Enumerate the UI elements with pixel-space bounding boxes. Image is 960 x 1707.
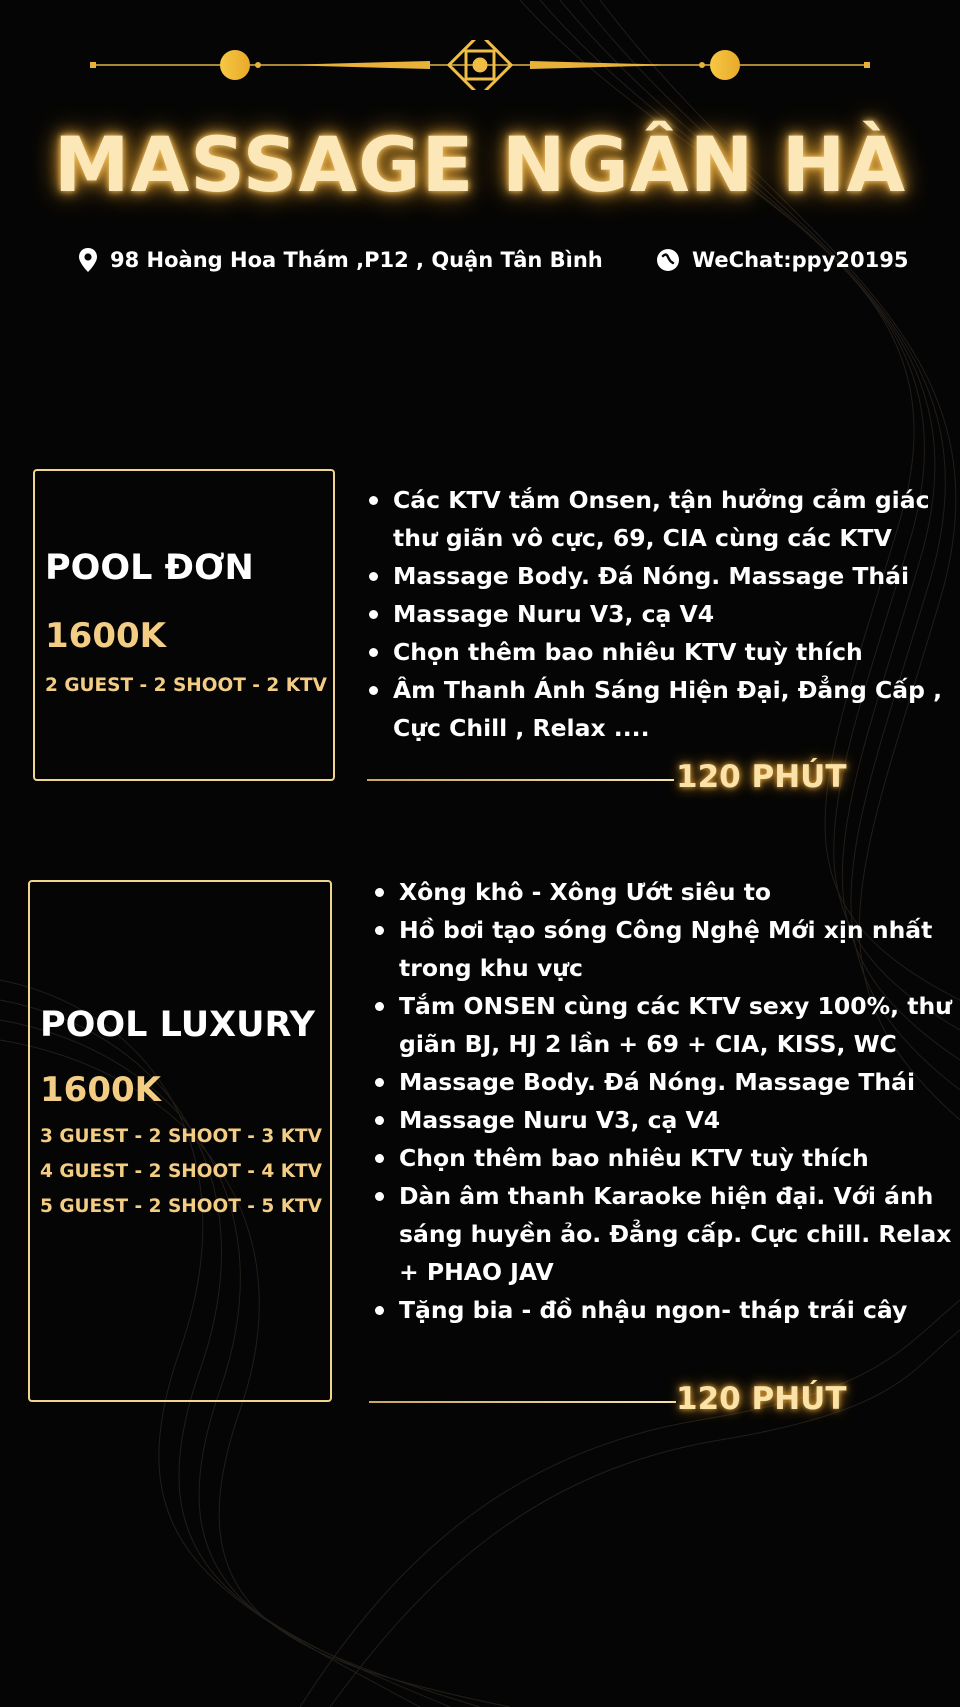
package-price: 1600K <box>40 1070 161 1110</box>
package-guest-line: 4 GUEST - 2 SHOOT - 4 KTV <box>40 1161 322 1182</box>
package-name: POOL LUXURY <box>40 1005 315 1045</box>
feature-item: Dàn âm thanh Karaoke hiện đại. Với ánh sáng huyền ảo. Đẳng cấp. Cực chill. Relax + PHAO JAV <box>373 1177 953 1291</box>
wechat-text: WeChat:ppy20195 <box>692 248 909 272</box>
feature-item: Hồ bơi tạo sóng Công Nghệ Mới xịn nhất trong khu vực <box>373 911 953 987</box>
duration-divider <box>369 1401 676 1403</box>
package-guest-line: 5 GUEST - 2 SHOOT - 5 KTV <box>40 1196 322 1217</box>
feature-item: Massage Nuru V3, cạ V4 <box>367 595 947 633</box>
feature-item: Chọn thêm bao nhiêu KTV tuỳ thích <box>373 1139 953 1177</box>
package-duration: 120 PHÚT <box>676 759 847 795</box>
feature-item: Massage Nuru V3, cạ V4 <box>373 1101 953 1139</box>
feature-item: Xông khô - Xông Ướt siêu to <box>373 873 953 911</box>
package-name: POOL ĐƠN <box>45 548 254 588</box>
package-features-pool-don <box>367 481 947 747</box>
address <box>78 242 603 278</box>
feature-item: Chọn thêm bao nhiêu KTV tuỳ thích <box>367 633 947 671</box>
package-guest-line: 2 GUEST - 2 SHOOT - 2 KTV <box>45 675 327 696</box>
feature-item: Tặng bia - đồ nhậu ngon- tháp trái cây <box>373 1291 953 1329</box>
package-card-pool-luxury <box>28 880 332 1402</box>
feature-item: Tắm ONSEN cùng các KTV sexy 100%, thư giãn BJ, HJ 2 lần + 69 + CIA, KISS, WC <box>373 987 953 1063</box>
package-guest-line: 3 GUEST - 2 SHOOT - 3 KTV <box>40 1126 322 1147</box>
header-ornament <box>90 40 870 90</box>
package-duration: 120 PHÚT <box>676 1381 847 1417</box>
address-text: 98 Hoàng Hoa Thám ,P12 , Quận Tân Bình <box>110 248 603 272</box>
package-features-pool-luxury <box>373 873 953 1329</box>
feature-item: Các KTV tắm Onsen, tận hưởng cảm giác thư giãn vô cực, 69, CIA cùng các KTV <box>367 481 947 557</box>
wechat-icon <box>656 248 680 272</box>
feature-item: Âm Thanh Ánh Sáng Hiện Đại, Đẳng Cấp , Cực Chill , Relax .... <box>367 671 947 747</box>
feature-item: Massage Body. Đá Nóng. Massage Thái <box>373 1063 953 1101</box>
feature-item: Massage Body. Đá Nóng. Massage Thái <box>367 557 947 595</box>
package-price: 1600K <box>45 616 166 656</box>
wechat <box>656 242 908 278</box>
location-pin-icon <box>78 247 98 273</box>
package-card-pool-don <box>33 469 335 781</box>
page-title: MASSAGE NGÂN HÀ <box>53 120 907 209</box>
duration-divider <box>367 779 674 781</box>
